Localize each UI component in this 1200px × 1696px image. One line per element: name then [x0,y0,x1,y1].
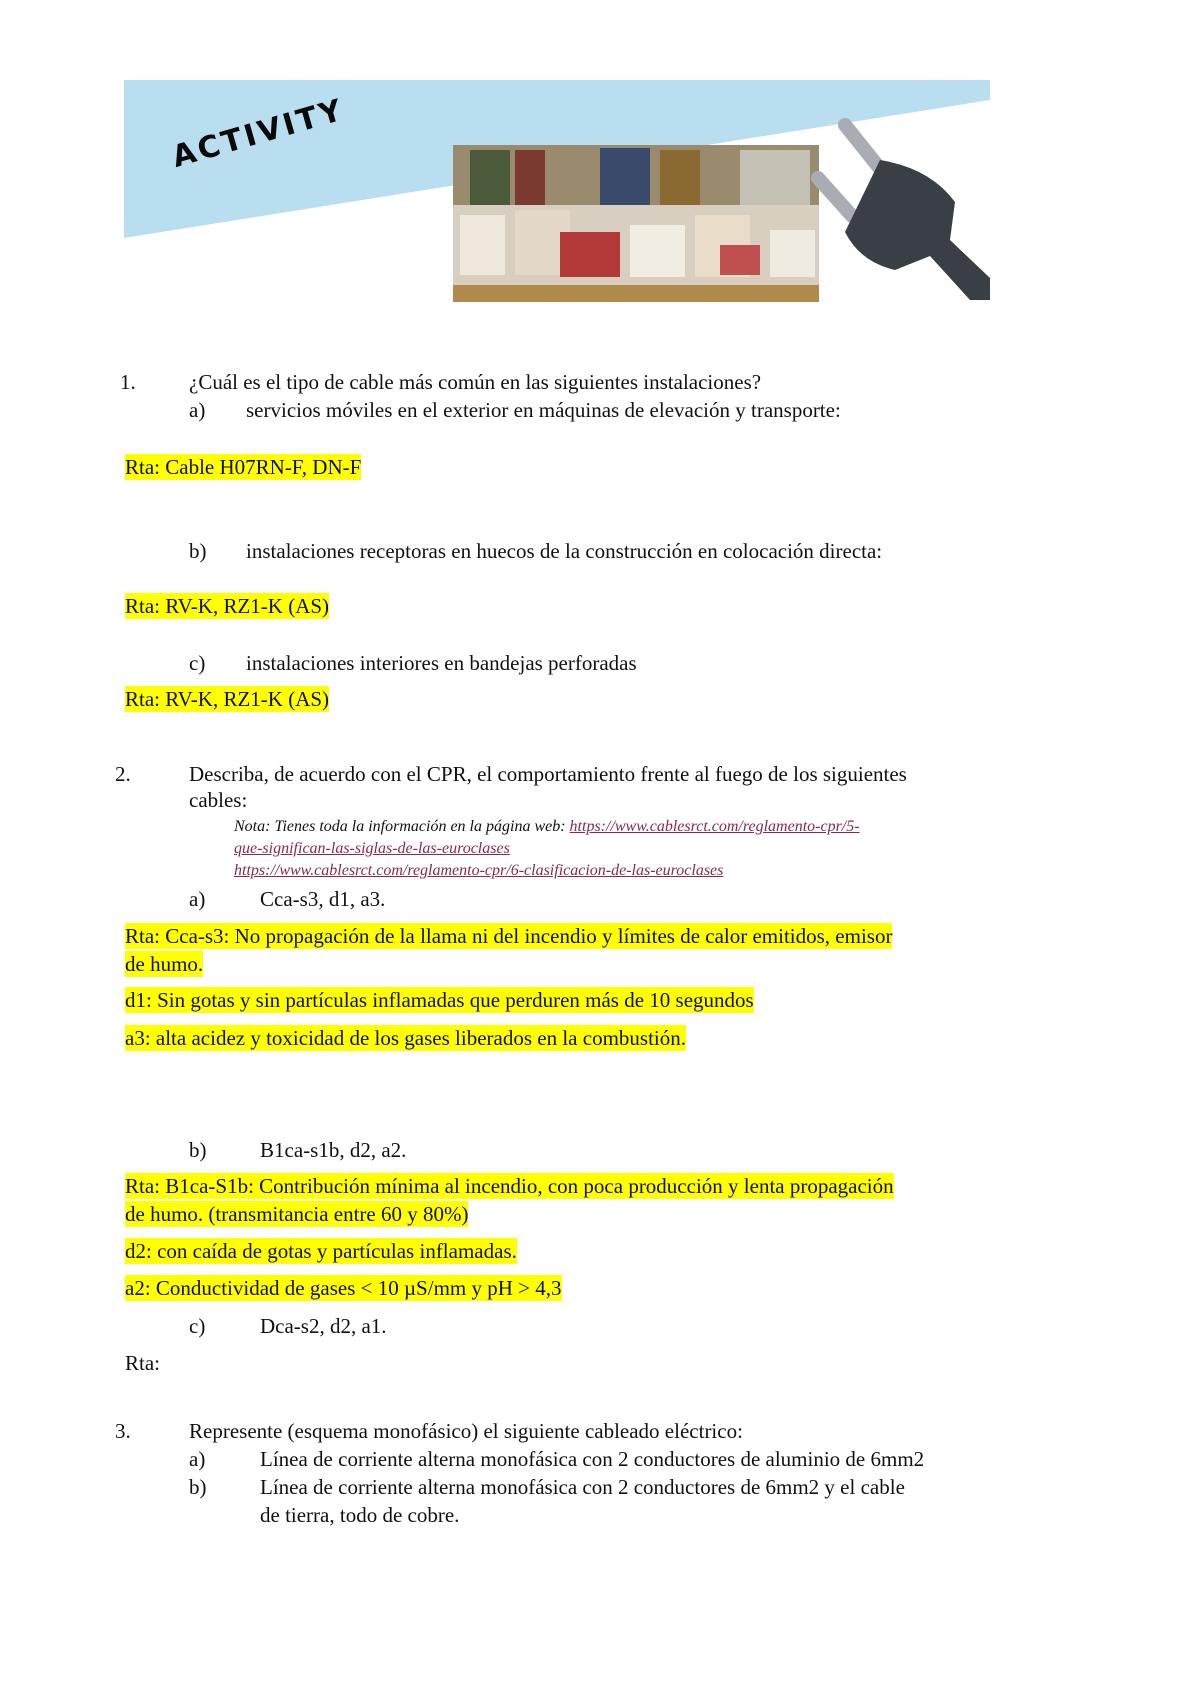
question-1c-text: instalaciones interiores en bandejas perforadas [246,651,637,675]
question-2c-letter: c) [189,1314,206,1338]
library-photo [453,145,819,302]
plug-icon [818,125,990,300]
question-1a-letter: a) [189,398,206,422]
answer-2a-line1: Rta: Cca-s3: No propagación de la llama ni del incendio y límites de calor emitidos, emisor [125,924,893,948]
question-2b-text: B1ca-s1b, d2, a2. [260,1138,407,1162]
answer-1c: Rta: RV-K, RZ1-K (AS) [125,687,330,711]
question-3b-text-line2: de tierra, todo de cobre. [260,1503,460,1527]
note-line1 [234,816,860,838]
answer-2a-line2: de humo. [125,952,204,976]
link-euroclases-siglas-cont[interactable]: que-significan-las-siglas-de-las-euroclases [234,840,510,857]
answer-2a-a3: a3: alta acidez y toxicidad de los gases liberados en la combustión. [125,1026,686,1050]
question-2a-text: Cca-s3, d1, a3. [260,887,386,911]
question-2a-letter: a) [189,887,206,911]
answer-2b-line2: de humo. (transmitancia entre 60 y 80%) [125,1202,469,1226]
answer-2c: Rta: [125,1351,160,1375]
answer-2b-d2: d2: con caída de gotas y partículas inflamadas. [125,1239,517,1263]
question-3-text: Represente (esquema monofásico) el siguiente cableado eléctrico: [189,1419,743,1443]
banner-title: ACTIVITY [168,92,349,175]
question-1-text: ¿Cuál es el tipo de cable más común en las siguientes instalaciones? [189,370,762,394]
question-1a-text: servicios móviles en el exterior en máquinas de elevación y transporte: [246,398,841,422]
question-3a-letter: a) [189,1447,206,1471]
answer-2b-a2: a2: Conductividad de gases < 10 µS/mm y pH > 4,3 [125,1276,562,1300]
question-1b-text: instalaciones receptoras en huecos de la construcción en colocación directa: [246,539,883,563]
answer-2a-d1: d1: Sin gotas y sin partículas inflamadas que perduren más de 10 segundos [125,988,754,1012]
question-2-text-line2: cables: [189,788,248,812]
question-3b-letter: b) [189,1475,207,1499]
note-prefix: Nota: Tienes toda la información en la página web: [234,818,570,835]
question-3-number: 3. [115,1419,131,1443]
question-3b-text-line1: Línea de corriente alterna monofásica con 2 conductores de 6mm2 y el cable [260,1475,905,1499]
activity-banner [0,0,1200,320]
link-euroclases-siglas[interactable]: https://www.cablesrct.com/reglamento-cpr/5- [569,818,860,835]
answer-1b: Rta: RV-K, RZ1-K (AS) [125,594,330,618]
answer-2b-line1: Rta: B1ca-S1b: Contribución mínima al incendio, con poca producción y lenta propagación [125,1174,894,1198]
answer-1a: Rta: Cable H07RN-F, DN-F [125,455,362,479]
question-1b-letter: b) [189,539,207,563]
question-1-number: 1. [120,370,136,394]
question-2b-letter: b) [189,1138,207,1162]
question-2-text-line1: Describa, de acuerdo con el CPR, el comportamiento frente al fuego de los siguientes [189,762,907,786]
question-2-number: 2. [115,762,131,786]
question-3a-text: Línea de corriente alterna monofásica con 2 conductores de aluminio de 6mm2 [260,1447,925,1471]
question-2c-text: Dca-s2, d2, a1. [260,1314,387,1338]
link-clasificacion-euroclases[interactable]: https://www.cablesrct.com/reglamento-cpr/6-clasificacion-de-las-euroclases [234,862,724,879]
question-1c-letter: c) [189,651,206,675]
